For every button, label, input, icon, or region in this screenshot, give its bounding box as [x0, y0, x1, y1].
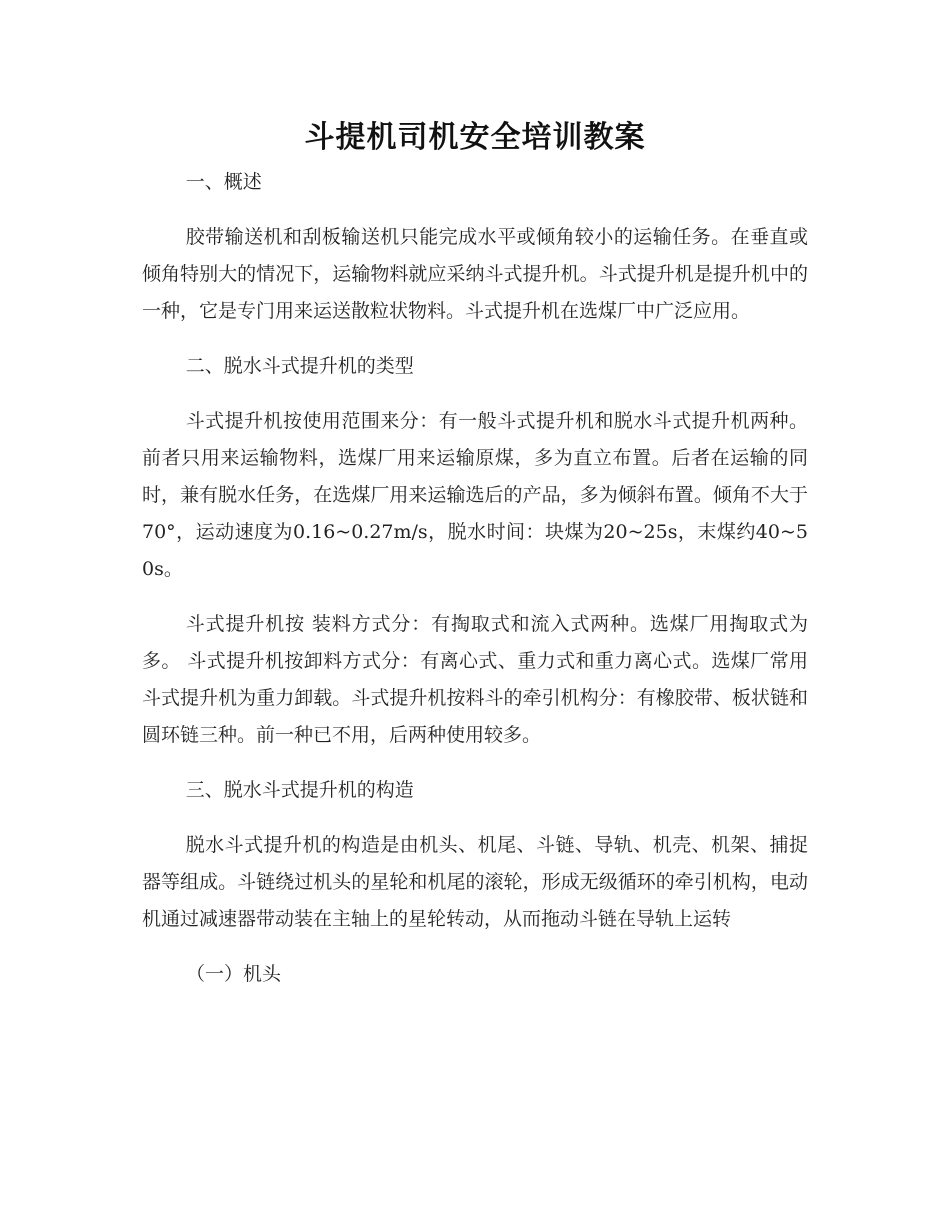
paragraph-overview: 胶带输送机和刮板输送机只能完成水平或倾角较小的运输任务。在垂直或倾角特别大的情况下，运输物料就应采纳斗式提升机。斗式提升机是提升机中的一种，它是专门用来运送散粒状物料。斗式提升机在选煤厂中广泛应用。: [142, 226, 808, 322]
subsection-heading-head: （一）机头: [186, 963, 282, 985]
document-body: [142, 164, 808, 993]
paragraph-structure: 脱水斗式提升机的构造是由机头、机尾、斗链、导轨、机壳、机架、捕捉器等组成。斗链绕过机头的星轮和机尾的滚轮，形成无级循环的牵引机构，电动机通过减速器带动装在主轴上的星轮转动，从而拖动斗链在导轨上运转: [142, 834, 808, 930]
document-title: 斗提机司机安全培训教案: [304, 120, 646, 155]
section-heading-structure: 三、脱水斗式提升机的构造: [185, 779, 414, 801]
section-heading-overview: 一、概述: [185, 171, 262, 193]
section-heading-types: 二、脱水斗式提升机的类型: [185, 355, 414, 377]
paragraph-types-usage: 斗式提升机按使用范围来分：有一般斗式提升机和脱水斗式提升机两种。前者只用来运输物料，选煤厂用来运输原煤，多为直立布置。后者在运输的同时，兼有脱水任务，在选煤厂用来运输选后的产品，多为倾斜布置。倾角不大于70°，运动速度为0.16~0.27m/s，脱水时间：块煤为20~25s，末煤约40~50s。: [142, 410, 808, 580]
paragraph-types-loading: 斗式提升机按 装料方式分：有掏取式和流入式两种。选煤厂用掏取式为多。 斗式提升机按卸料方式分：有离心式、重力式和重力离心式。选煤厂常用斗式提升机为重力卸载。斗式提升机按料斗的牵引机构分：有橡胶带、板状链和圆环链三种。前一种已不用，后两种使用较多。: [142, 613, 808, 746]
